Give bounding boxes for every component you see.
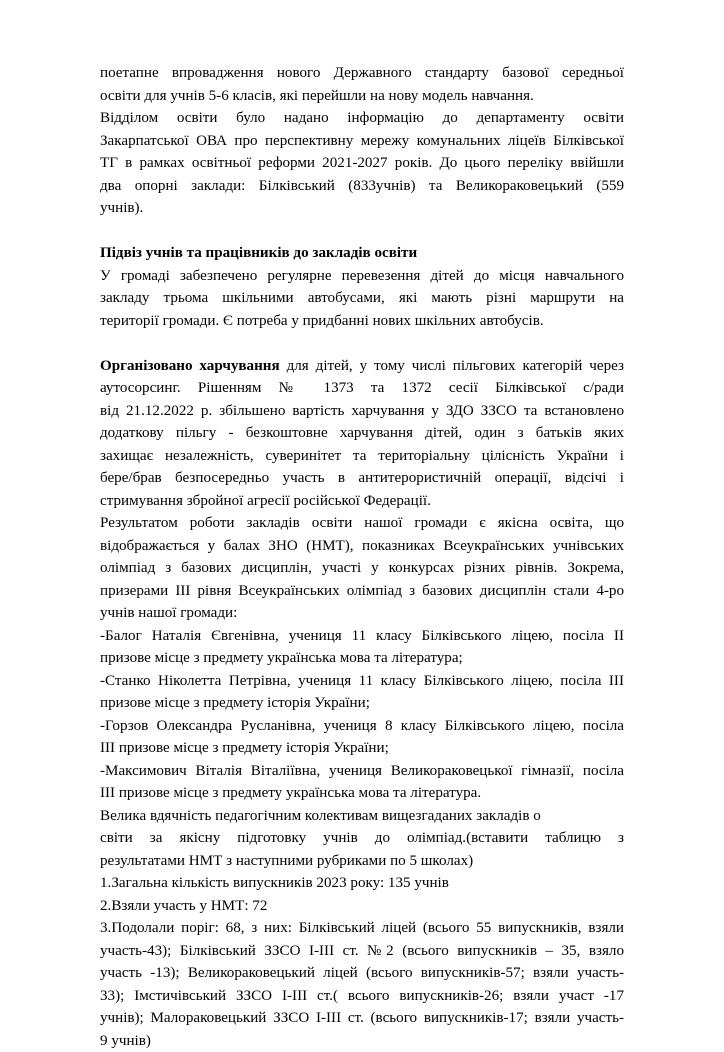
text-line: учнів); Малораковецький ЗЗСО І-ІІІ ст. (всього випускників-17; взяли участь- bbox=[100, 1007, 624, 1030]
text-line: бере/брав безпосередньо участь в антитерористичній операції, відсічі і bbox=[100, 467, 624, 490]
paragraph-spacer bbox=[100, 332, 624, 355]
text-line: аутосорсинг. Рішенням № 1373 та 1372 сесії Білківської с/ради bbox=[100, 377, 624, 400]
paragraph-spacer bbox=[100, 220, 624, 243]
text-line: Результатом роботи закладів освіти нашої громади є якісна освіта, що bbox=[100, 512, 624, 535]
list-item-winner-stanko bbox=[100, 670, 624, 715]
text-line: Закарпатської ОВА про перспективну мережу комунальних ліцеїв Білківської bbox=[100, 130, 624, 153]
stat-total-graduates bbox=[100, 872, 624, 895]
text-line: Велика вдячність педагогічним колективам вищезгаданих закладів о bbox=[100, 805, 624, 828]
text-line: участь-43); Білківський ЗЗСО І-ІІІ ст. №2 (всього випускників – 35, взяло bbox=[100, 940, 624, 963]
text-line: -Максимович Віталія Віталіївна, учениця Великораковецької гімназії, посіла bbox=[100, 760, 624, 783]
text-line: олімпіад з базових дисциплін, участі у конкурсах різних рівнів. Зокрема, bbox=[100, 557, 624, 580]
text-line: У громаді забезпечено регулярне перевезення дітей до місця навчального bbox=[100, 265, 624, 288]
paragraph-catering-organized bbox=[100, 355, 624, 513]
paragraph-education-department-info bbox=[100, 107, 624, 220]
list-item-winner-balog bbox=[100, 625, 624, 670]
text-line: Відділом освіти було надано інформацію до департаменту освіти bbox=[100, 107, 624, 130]
text-line: два опорні заклади: Білківський (833учнів) та Великораковецький (559 bbox=[100, 175, 624, 198]
list-item-winner-maksymovych bbox=[100, 760, 624, 805]
text-line: -Горзов Олександра Русланівна, учениця 8 класу Білківського ліцею, посіла bbox=[100, 715, 624, 738]
paragraph-education-results bbox=[100, 512, 624, 625]
paragraph-gratitude-teachers bbox=[100, 805, 624, 873]
text-line: стримування збройної агресії російської Федерації. bbox=[100, 490, 624, 513]
text-line: 2.Взяли участь у НМТ: 72 bbox=[100, 895, 624, 918]
text-line-with-bold-lead bbox=[100, 355, 624, 378]
text-line: відображається у балах ЗНО (НМТ), показниках Всеукраїнських учнівських bbox=[100, 535, 624, 558]
text-line: ІІІ призове місце з предмету українська мова та література. bbox=[100, 782, 624, 805]
text-line: 9 учнів) bbox=[100, 1030, 624, 1052]
text-line: -Балог Наталія Євгенівна, учениця 11 класу Білківського ліцею, посіла ІІ bbox=[100, 625, 624, 648]
text-line: -Станко Ніколетта Петрівна, учениця 11 класу Білківського ліцею, посіла ІІІ bbox=[100, 670, 624, 693]
stat-threshold-passed bbox=[100, 917, 624, 1052]
text-line: ІІІ призове місце з предмету історія України; bbox=[100, 737, 624, 760]
text-line: призове місце з предмету історія України; bbox=[100, 692, 624, 715]
stat-nmt-participants bbox=[100, 895, 624, 918]
text-line: поетапне впровадження нового Державного стандарту базової середньої bbox=[100, 62, 624, 85]
text-line: захищає незалежність, суверинітет та територіальну цілісність України і bbox=[100, 445, 624, 468]
text-line: учнів нашої громади: bbox=[100, 602, 624, 625]
heading-student-transport: Підвіз учнів та працівників до закладів освіти bbox=[100, 242, 624, 265]
text-line: призове місце з предмету українська мова та література; bbox=[100, 647, 624, 670]
paragraph-gradual-implementation bbox=[100, 62, 624, 107]
text-line: світи за якісну підготовку учнів до олімпіад.(вставити таблицю з bbox=[100, 827, 624, 850]
text-line-rest: для дітей, у тому числі пільгових категорій через bbox=[280, 358, 624, 374]
text-line: закладу трьома шкільними автобусами, які мають різні маршрути на bbox=[100, 287, 624, 310]
text-line: 1.Загальна кількість випускників 2023 року: 135 учнів bbox=[100, 872, 624, 895]
document-body bbox=[100, 62, 624, 1052]
text-line: від 21.12.2022 р. збільшено вартість харчування у ЗДО ЗЗСО та встановлено bbox=[100, 400, 624, 423]
text-line: додаткову пільгу - безкоштовне харчування дітей, один з батьків яких bbox=[100, 422, 624, 445]
text-line: результатами НМТ з наступними рубриками по 5 школах) bbox=[100, 850, 624, 873]
text-line: ТГ в рамках освітньої реформи 2021-2027 років. До цього переліку ввійшли bbox=[100, 152, 624, 175]
text-line: освіти для учнів 5-6 класів, які перейшли на нову модель навчання. bbox=[100, 85, 624, 108]
bold-lead-catering: Організовано харчування bbox=[100, 358, 280, 374]
text-line: 3.Подолали поріг: 68, з них: Білківський ліцей (всього 55 випускників, взяли bbox=[100, 917, 624, 940]
paragraph-transport-details bbox=[100, 265, 624, 333]
text-line: 33); Імстичівський ЗЗСО І-ІІІ ст.( всього випускників-26; взяли участ -17 bbox=[100, 985, 624, 1008]
text-line: участь -13); Великораковецький ліцей (всього випускників-57; взяли участь- bbox=[100, 962, 624, 985]
text-line: призерами ІІІ рівня Всеукраїнських олімпіад з базових дисциплін стали 4-ро bbox=[100, 580, 624, 603]
text-line: території громади. Є потреба у придбанні нових шкільних автобусів. bbox=[100, 310, 624, 333]
text-line: учнів). bbox=[100, 197, 624, 220]
list-item-winner-horzov bbox=[100, 715, 624, 760]
